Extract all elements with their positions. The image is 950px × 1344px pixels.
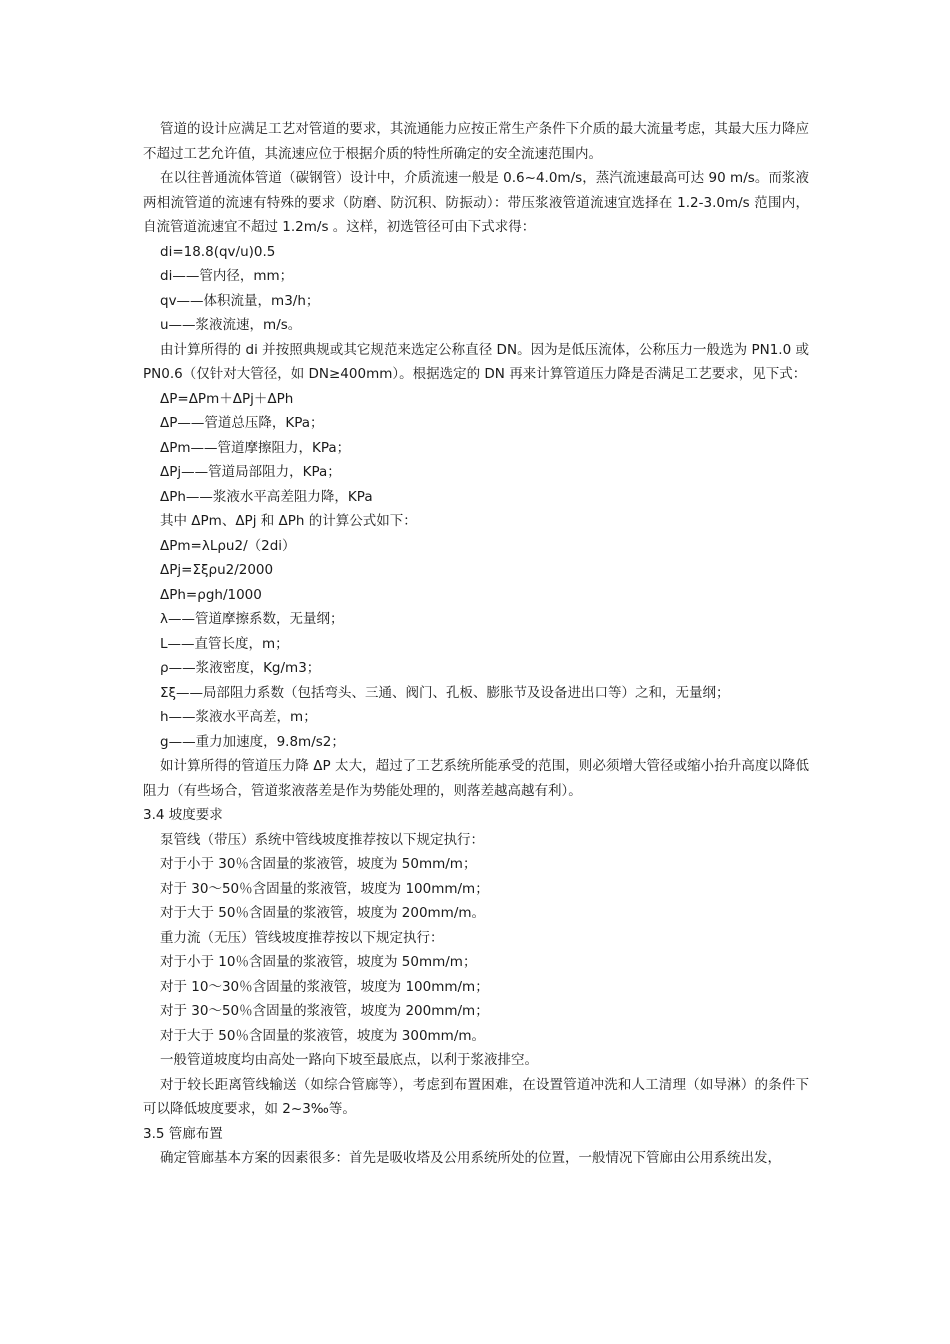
text-line: u——浆液流速，m/s。 bbox=[160, 317, 302, 333]
paragraph: 确定管廊基本方案的因素很多：首先是吸收塔及公用系统所处的位置，一般情况下管廊由公用系统出发， bbox=[160, 1150, 781, 1166]
text-line: di——管内径，mm； bbox=[160, 268, 294, 284]
paragraph: 如计算所得的管道压力降 ΔP 太大，超过了工艺系统所能承受的范围，则必须增大管径或缩小抬升高度以降低阻力（有些场合，管道浆液落差是作为势能处理的，则落差越高越有利）。 bbox=[143, 758, 809, 799]
text-line: ρ——浆液密度，Kg/m3； bbox=[160, 660, 321, 676]
text-line: 对于大于 50％含固量的浆液管，坡度为 300mm/m。 bbox=[160, 1027, 486, 1044]
text-line: ΔPh——浆液水平高差阻力降，KPa bbox=[160, 488, 373, 505]
section-heading: 3.4 坡度要求 bbox=[143, 807, 223, 823]
text-line: di=18.8(qv/u)0.5 bbox=[160, 243, 276, 260]
text-line: ΔPh=ρgh/1000 bbox=[160, 586, 262, 603]
text-line: L——直管长度，m； bbox=[160, 635, 289, 652]
paragraph: 由计算所得的 di 并按照典规或其它规范来选定公称直径 DN。因为是低压流体，公称压力一般选为 PN1.0 或 PN0.6（仅针对大管径，如 DN≥400mm）。根据选定的 DN 再来计算管道压力降是否满足工艺要求，见下式： bbox=[143, 341, 809, 382]
text-line: 对于小于 10％含固量的浆液管，坡度为 50mm/m； bbox=[160, 954, 477, 970]
text-line: ΔPj=Σξρu2/2000 bbox=[160, 562, 274, 578]
section-heading: 3.5 管廊布置 bbox=[143, 1125, 223, 1142]
text-line: 对于大于 50％含固量的浆液管，坡度为 200mm/m。 bbox=[160, 905, 486, 921]
paragraph: 对于较长距离管线输送（如综合管廊等），考虑到布置困难，在设置管道冲洗和人工清理（如导淋）的条件下可以降低坡度要求，如 2~3‰等。 bbox=[143, 1076, 809, 1117]
text-line: 对于小于 30％含固量的浆液管，坡度为 50mm/m； bbox=[160, 856, 477, 872]
text-line: λ——管道摩擦系数，无量纲； bbox=[160, 611, 344, 627]
text-line: g——重力加速度，9.8m/s2； bbox=[160, 733, 345, 750]
text-line: Σξ——局部阻力系数（包括弯头、三通、阀门、孔板、膨胀节及设备进出口等）之和，无量纲； bbox=[160, 684, 730, 701]
text-line: 泵管线（带压）系统中管线坡度推荐按以下规定执行： bbox=[160, 831, 484, 848]
text-line: ΔP=ΔPm＋ΔPj＋ΔPh bbox=[160, 390, 294, 407]
text-line: 其中 ΔPm、ΔPj 和 ΔPh 的计算公式如下： bbox=[160, 513, 417, 529]
text-line: 对于 10～30％含固量的浆液管，坡度为 100mm/m； bbox=[160, 978, 489, 995]
text-line: ΔP——管道总压降，KPa； bbox=[160, 415, 324, 431]
paragraph: 管道的设计应满足工艺对管道的要求，其流通能力应按正常生产条件下介质的最大流量考虑，其最大压力降应不超过工艺允许值，其流速应位于根据介质的特性所确定的安全流速范围内。 bbox=[143, 121, 809, 162]
text-line: h——浆液水平高差，m； bbox=[160, 709, 317, 725]
text-line: 对于 30～50％含固量的浆液管，坡度为 200mm/m； bbox=[160, 1003, 489, 1019]
text-line: 重力流（无压）管线坡度推荐按以下规定执行： bbox=[160, 929, 444, 946]
document-body bbox=[143, 117, 809, 1171]
text-line: 对于 30～50％含固量的浆液管，坡度为 100mm/m； bbox=[160, 880, 489, 897]
text-line: ΔPm=λLρu2/（2di） bbox=[160, 537, 296, 554]
text-line: qv——体积流量，m3/h； bbox=[160, 292, 320, 309]
text-line: 一般管道坡度均由高处一路向下坡至最底点，以利于浆液排空。 bbox=[160, 1052, 538, 1068]
text-line: ΔPj——管道局部阻力，KPa； bbox=[160, 464, 341, 480]
paragraph: 在以往普通流体管道（碳钢管）设计中，介质流速一般是 0.6~4.0m/s，蒸汽流速最高可达 90 m/s。而浆液两相流管道的流速有特殊的要求（防磨、防沉积、防振动）：带压浆液管道流速宜选择在 1.2-3.0m/s 范围内，自流管道流速宜不超过 1.2m/s 。这样，初选管径可由下式求得： bbox=[143, 170, 809, 235]
text-line: ΔPm——管道摩擦阻力，KPa； bbox=[160, 439, 351, 456]
